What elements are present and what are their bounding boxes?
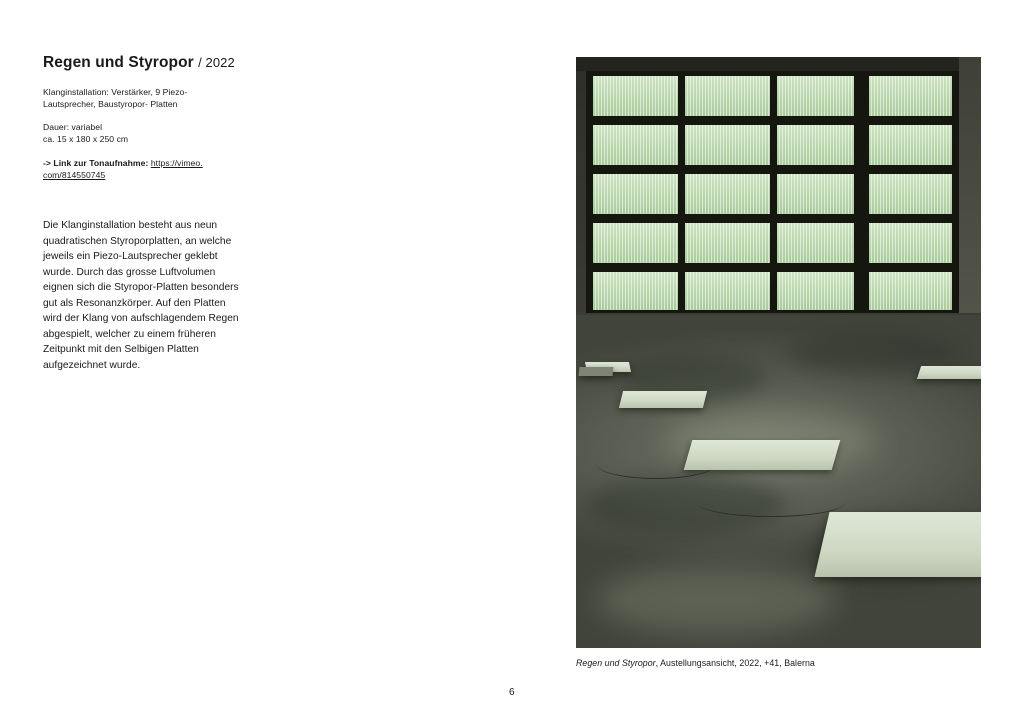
work-description-text: Die Klanginstallation besteht aus neun quadratischen Styroporplatten, an welche jeweils ein Piezo-Lautsprecher geklebt wurde. Durch das grosse Luftvolumen eignen sich die Styropor-Platten besonders gut als Resonanzkörper. Auf den Platten wird der Klang von aufschlagendem Regen abgespielt, welcher zu einem früheren Zeitpunkt mit den Selbigen Platten aufgezeichnet wurde. <box>43 220 239 371</box>
work-description <box>43 218 243 373</box>
audio-link-block <box>43 157 248 181</box>
styrofoam-plate <box>684 440 841 470</box>
work-title: Regen und Styropor <box>43 54 194 71</box>
concrete-floor <box>576 315 981 648</box>
page-number: 6 <box>509 687 515 698</box>
styrofoam-plate <box>814 512 981 577</box>
work-medium <box>43 86 248 110</box>
work-dimensions-block <box>43 121 248 145</box>
work-year: / 2022 <box>198 55 235 70</box>
audio-link-url-line-1[interactable]: https://vimeo. <box>150 157 203 168</box>
work-dimensions: ca. 15 x 180 x 250 cm <box>43 134 129 145</box>
window-frame <box>586 69 959 317</box>
wall-top <box>576 57 981 71</box>
styrofoam-plate <box>917 366 981 379</box>
figure <box>576 57 981 668</box>
page-title <box>43 54 248 72</box>
medium-line-2: Lautsprecher, Baustyropor- Platten <box>43 99 178 110</box>
styrofoam-plate <box>579 367 614 376</box>
styrofoam-plate <box>619 391 707 408</box>
figure-caption <box>576 658 981 668</box>
work-duration: Dauer: variabel <box>43 122 103 133</box>
audio-link-url-line-2[interactable]: com/814550745 <box>43 169 106 180</box>
work-info-block <box>43 54 248 181</box>
wall-left <box>576 57 586 319</box>
caption-details: , Austellungsansicht, 2022, +41, Balerna <box>655 658 815 668</box>
wall-right <box>959 57 981 353</box>
caption-work-title: Regen und Styropor <box>576 658 656 668</box>
medium-line-1: Klanginstallation: Verstärker, 9 Piezo- <box>43 86 188 97</box>
audio-link-label: -> Link zur Tonaufnahme: <box>43 157 149 168</box>
installation-photo <box>576 57 981 648</box>
